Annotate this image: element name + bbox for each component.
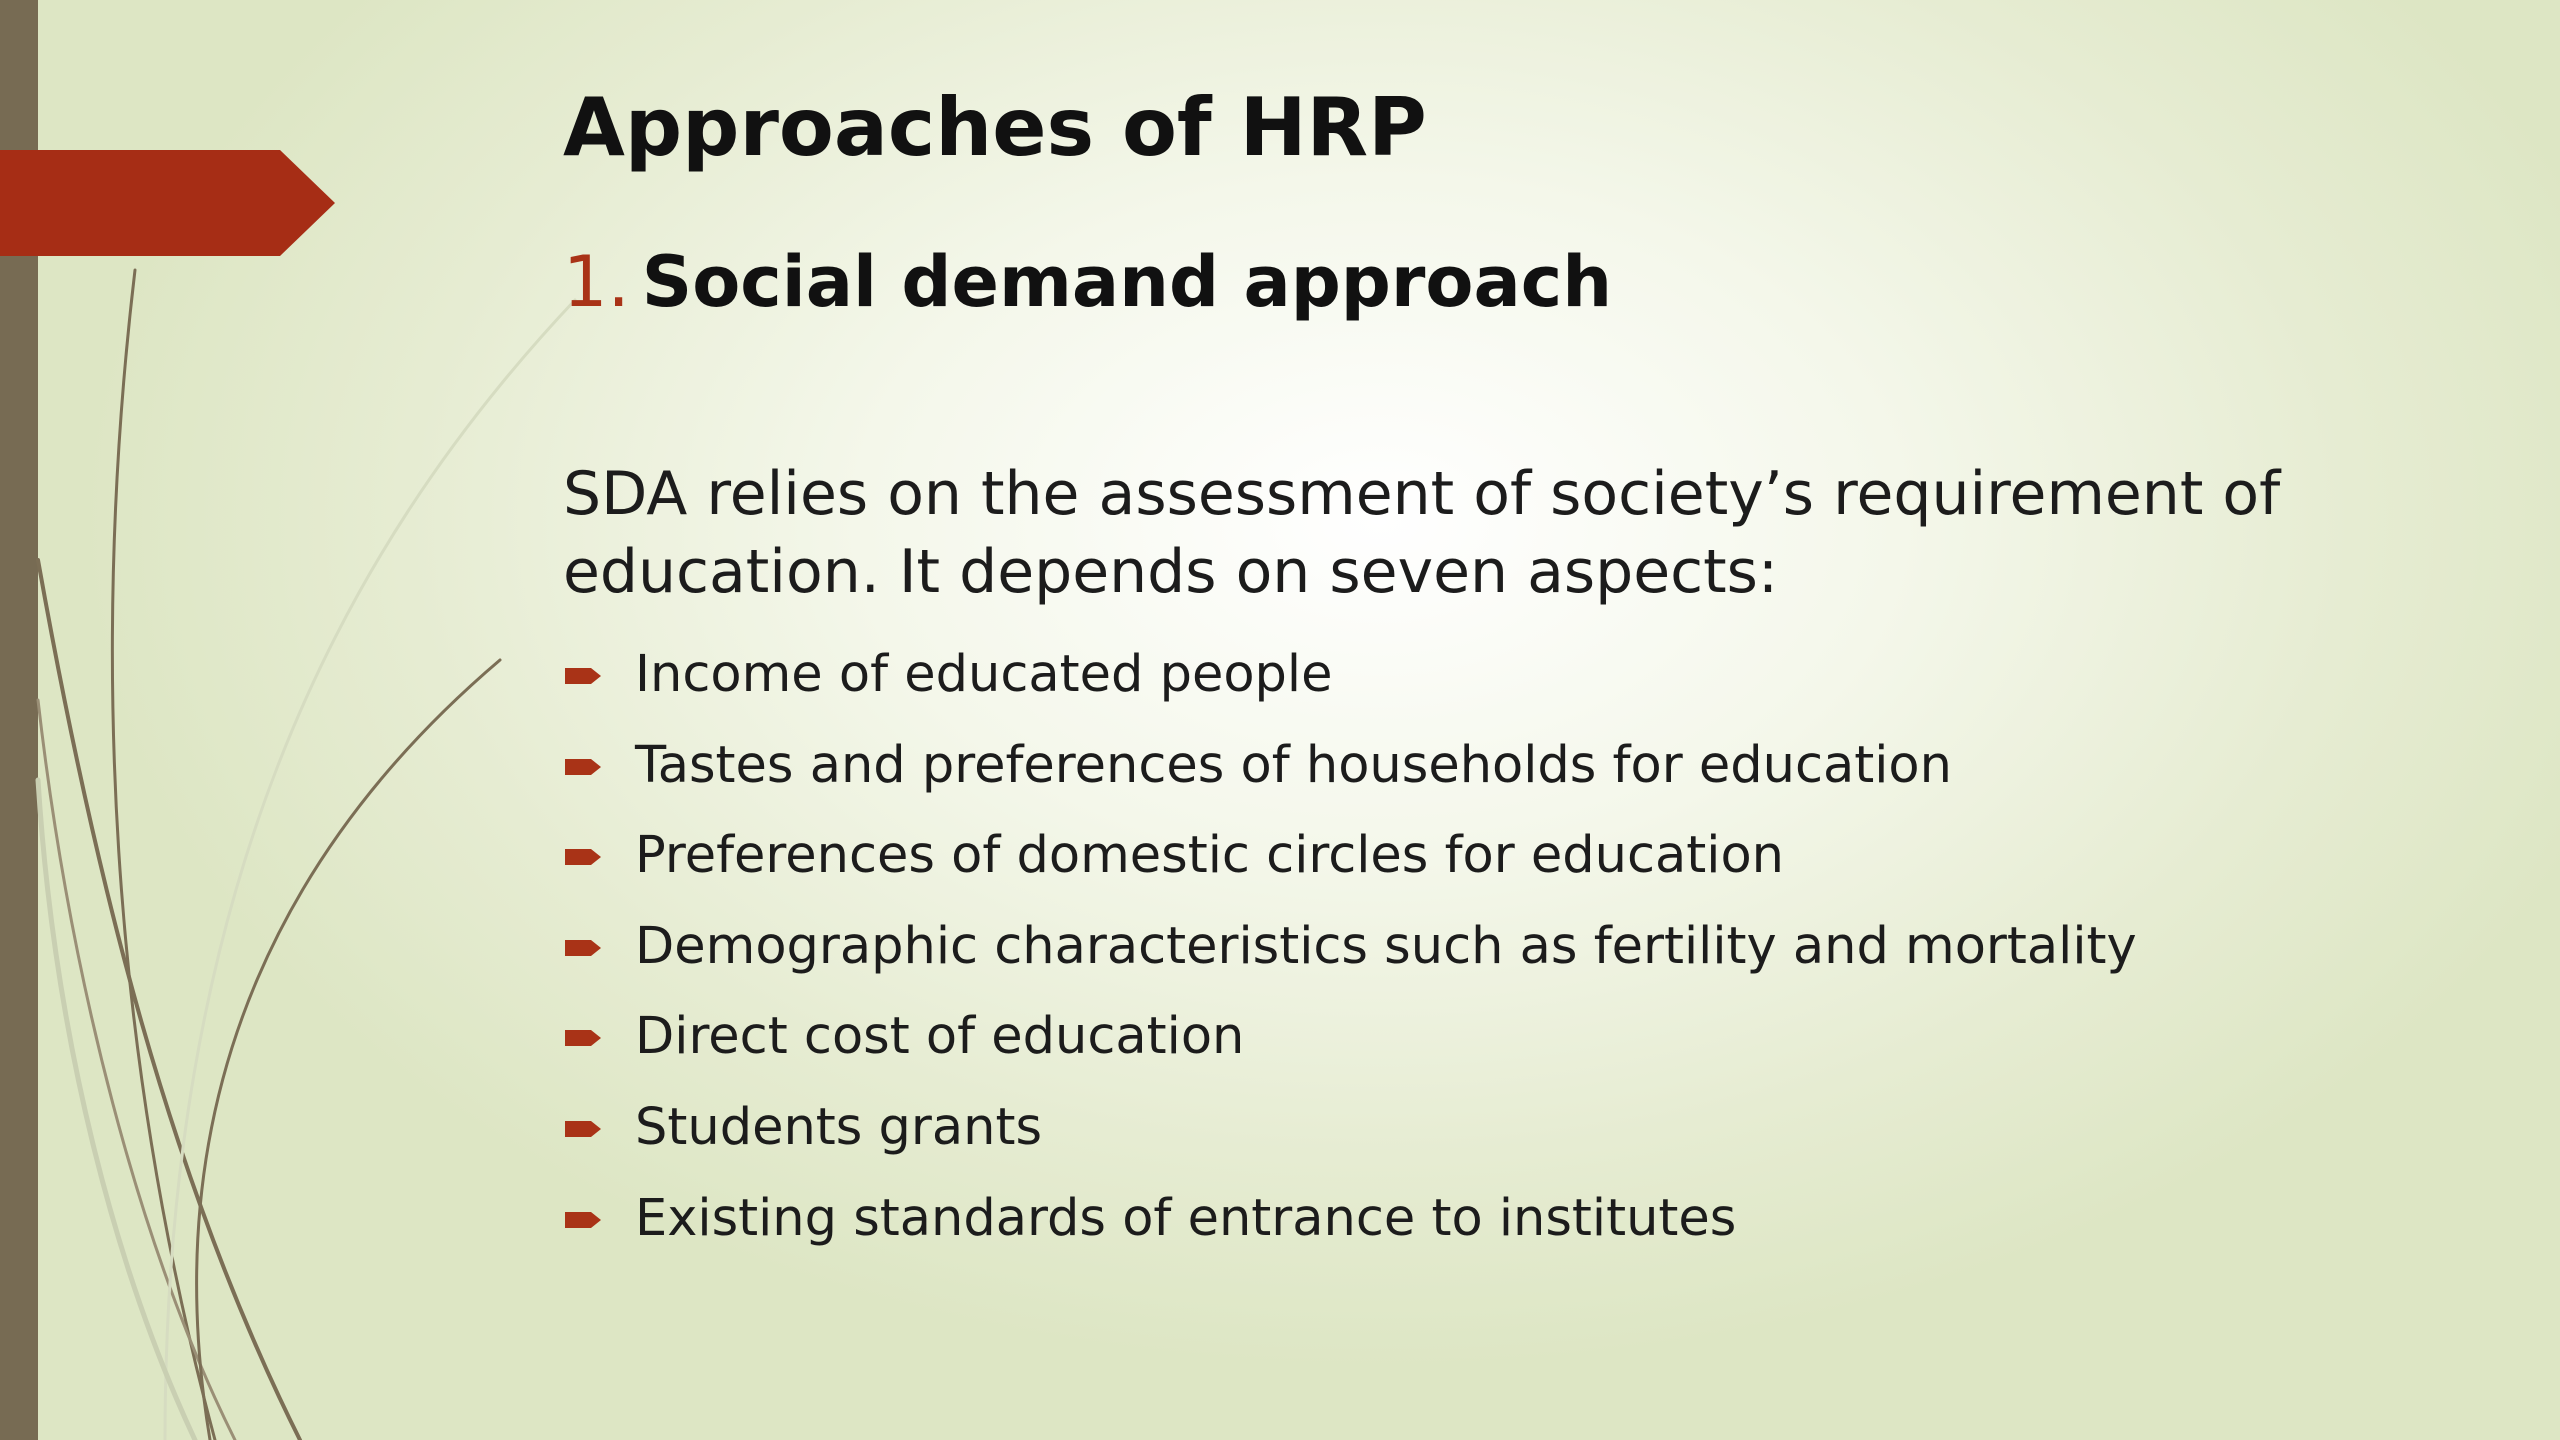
bullet-text: Existing standards of entrance to institutes [635, 1188, 1737, 1248]
bullet-item [563, 902, 2137, 993]
bullet-text: Tastes and preferences of households for education [635, 735, 1952, 795]
bullet-list [563, 630, 2137, 1264]
arrow-bullet-icon [565, 1028, 603, 1048]
bullet-text: Preferences of domestic circles for education [635, 826, 1784, 886]
intro-paragraph: SDA relies on the assessment of society’s requirement of education. It depends on seven aspects: [563, 459, 2281, 607]
arrow-bullet-icon [565, 847, 603, 867]
subheading-text: Social demand approach [641, 241, 1613, 323]
arrow-banner-icon [0, 150, 335, 256]
subheading [563, 232, 1612, 332]
slide-title: Approaches of HRP [563, 81, 1427, 174]
bullet-item [563, 721, 2137, 812]
bullet-item [563, 811, 2137, 902]
bullet-text: Demographic characteristics such as fertility and mortality [635, 916, 2137, 976]
bullet-text: Students grants [635, 1097, 1043, 1157]
subheading-number: 1. [563, 241, 630, 323]
arrow-bullet-icon [565, 1210, 603, 1230]
bullet-item [563, 1083, 2137, 1174]
bullet-item [563, 630, 2137, 721]
arrow-bullet-icon [565, 666, 603, 686]
bullet-text: Direct cost of education [635, 1007, 1245, 1067]
bullet-item [563, 1174, 2137, 1265]
bullet-text: Income of educated people [635, 645, 1333, 704]
arrow-bullet-icon [565, 938, 603, 958]
bullet-item [563, 992, 2137, 1083]
arrow-bullet-icon [565, 757, 603, 777]
arrow-bullet-icon [565, 1119, 603, 1139]
